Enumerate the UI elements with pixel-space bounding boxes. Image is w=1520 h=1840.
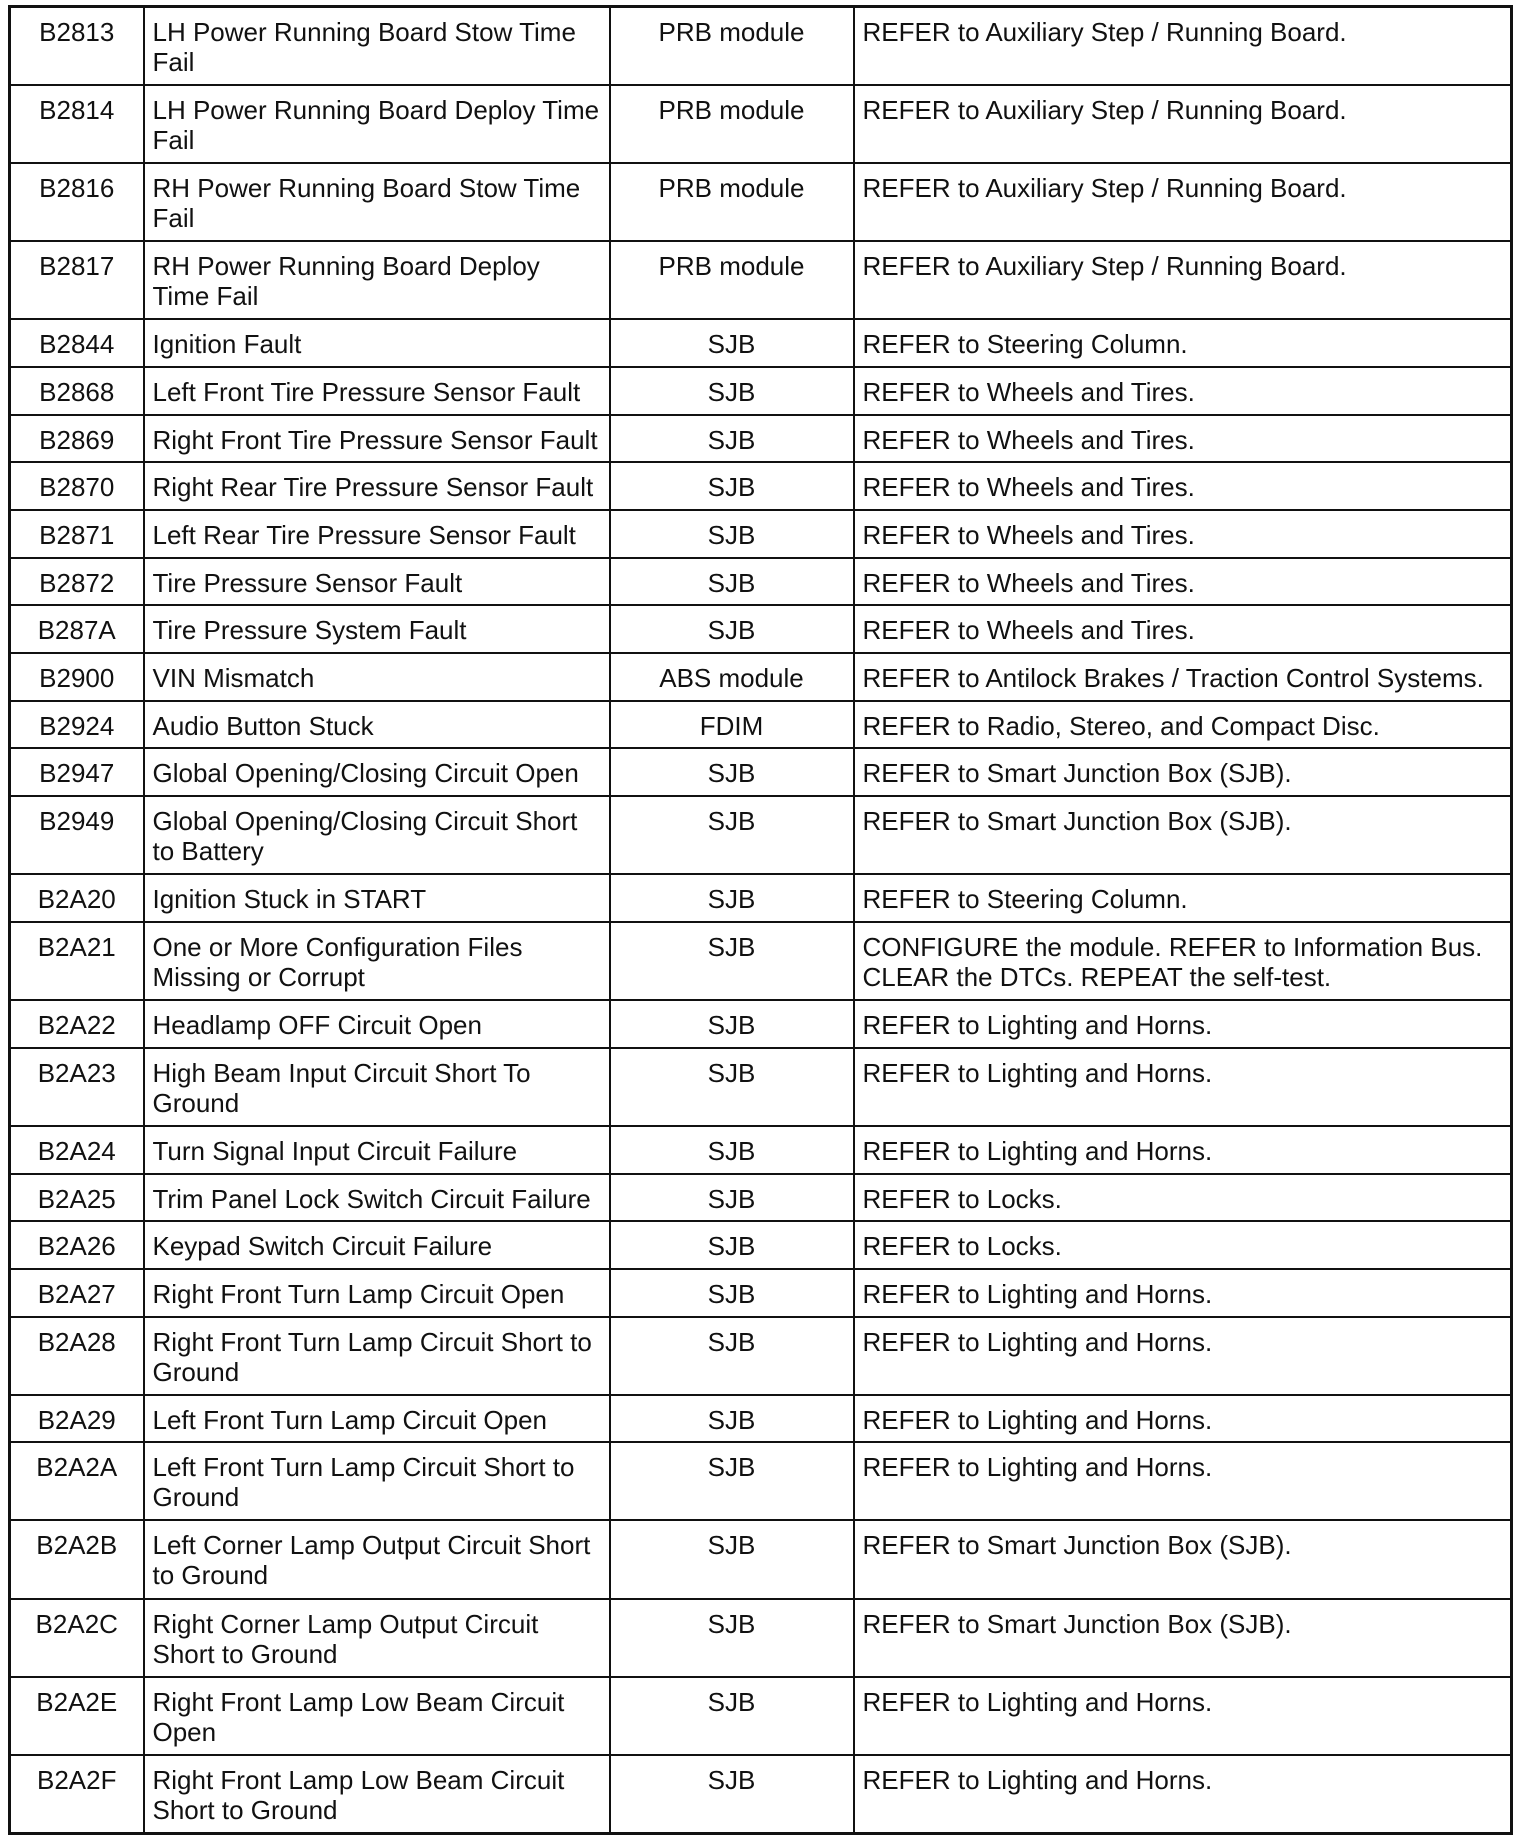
dtc-code: B2817	[10, 241, 144, 319]
table-row	[10, 874, 1512, 922]
dtc-source-module: SJB	[610, 1599, 854, 1677]
dtc-description: VIN Mismatch	[144, 653, 610, 701]
dtc-code: B2947	[10, 748, 144, 796]
dtc-action: REFER to Smart Junction Box (SJB).	[854, 1599, 1512, 1677]
dtc-table-body	[10, 7, 1512, 1834]
dtc-source-module: SJB	[610, 1000, 854, 1048]
dtc-source-module: PRB module	[610, 241, 854, 319]
dtc-description: LH Power Running Board Deploy Time Fail	[144, 85, 610, 163]
dtc-code: B2872	[10, 558, 144, 606]
dtc-code: B2868	[10, 367, 144, 415]
dtc-source-module: SJB	[610, 415, 854, 463]
dtc-description: Right Rear Tire Pressure Sensor Fault	[144, 462, 610, 510]
dtc-code: B2924	[10, 701, 144, 749]
dtc-code: B2869	[10, 415, 144, 463]
dtc-action: REFER to Wheels and Tires.	[854, 510, 1512, 558]
dtc-action: REFER to Lighting and Horns.	[854, 1442, 1512, 1520]
dtc-action: REFER to Wheels and Tires.	[854, 367, 1512, 415]
dtc-source-module: SJB	[610, 605, 854, 653]
table-row	[10, 605, 1512, 653]
table-row	[10, 1048, 1512, 1126]
dtc-code: B2A2E	[10, 1677, 144, 1755]
table-row	[10, 462, 1512, 510]
dtc-source-module: SJB	[610, 1048, 854, 1126]
table-row	[10, 1755, 1512, 1834]
dtc-description: Right Front Lamp Low Beam Circuit Short to Ground	[144, 1755, 610, 1834]
dtc-source-module: SJB	[610, 922, 854, 1000]
dtc-action: REFER to Locks.	[854, 1174, 1512, 1222]
dtc-action: REFER to Auxiliary Step / Running Board.	[854, 85, 1512, 163]
table-row	[10, 163, 1512, 241]
dtc-description: Keypad Switch Circuit Failure	[144, 1221, 610, 1269]
table-row	[10, 653, 1512, 701]
table-row	[10, 748, 1512, 796]
table-row	[10, 367, 1512, 415]
table-row	[10, 796, 1512, 874]
table-row	[10, 1221, 1512, 1269]
dtc-source-module: SJB	[610, 1442, 854, 1520]
dtc-action: REFER to Auxiliary Step / Running Board.	[854, 241, 1512, 319]
dtc-description: Global Opening/Closing Circuit Open	[144, 748, 610, 796]
dtc-source-module: SJB	[610, 1520, 854, 1598]
table-row	[10, 241, 1512, 319]
table-row	[10, 1174, 1512, 1222]
table-row	[10, 415, 1512, 463]
dtc-code: B2816	[10, 163, 144, 241]
dtc-description: Left Front Turn Lamp Circuit Open	[144, 1395, 610, 1443]
dtc-action: REFER to Smart Junction Box (SJB).	[854, 748, 1512, 796]
dtc-action: REFER to Antilock Brakes / Traction Control Systems.	[854, 653, 1512, 701]
dtc-action: REFER to Lighting and Horns.	[854, 1269, 1512, 1317]
dtc-code: B2A24	[10, 1126, 144, 1174]
table-row	[10, 7, 1512, 86]
dtc-source-module: SJB	[610, 1221, 854, 1269]
dtc-code: B2A29	[10, 1395, 144, 1443]
dtc-description: Left Rear Tire Pressure Sensor Fault	[144, 510, 610, 558]
dtc-code: B2813	[10, 7, 144, 86]
dtc-source-module: FDIM	[610, 701, 854, 749]
dtc-description: Left Front Turn Lamp Circuit Short to Ground	[144, 1442, 610, 1520]
dtc-description: Headlamp OFF Circuit Open	[144, 1000, 610, 1048]
dtc-code: B2814	[10, 85, 144, 163]
dtc-description: Right Front Turn Lamp Circuit Open	[144, 1269, 610, 1317]
dtc-source-module: SJB	[610, 796, 854, 874]
dtc-source-module: PRB module	[610, 7, 854, 86]
dtc-description: RH Power Running Board Deploy Time Fail	[144, 241, 610, 319]
table-row	[10, 1395, 1512, 1443]
dtc-code: B287A	[10, 605, 144, 653]
dtc-source-module: SJB	[610, 874, 854, 922]
dtc-action: REFER to Wheels and Tires.	[854, 605, 1512, 653]
table-row	[10, 1126, 1512, 1174]
dtc-source-module: PRB module	[610, 85, 854, 163]
dtc-source-module: SJB	[610, 319, 854, 367]
table-row	[10, 922, 1512, 1000]
table-row	[10, 1520, 1512, 1598]
dtc-source-module: SJB	[610, 558, 854, 606]
dtc-code: B2A2C	[10, 1599, 144, 1677]
dtc-description: Tire Pressure System Fault	[144, 605, 610, 653]
table-row	[10, 1599, 1512, 1677]
dtc-description: Left Front Tire Pressure Sensor Fault	[144, 367, 610, 415]
dtc-description: One or More Configuration Files Missing or Corrupt	[144, 922, 610, 1000]
dtc-description: Tire Pressure Sensor Fault	[144, 558, 610, 606]
dtc-code: B2A27	[10, 1269, 144, 1317]
dtc-code: B2A20	[10, 874, 144, 922]
dtc-source-module: SJB	[610, 1269, 854, 1317]
dtc-code: B2A28	[10, 1317, 144, 1395]
dtc-description: Right Front Turn Lamp Circuit Short to Ground	[144, 1317, 610, 1395]
dtc-action: REFER to Wheels and Tires.	[854, 415, 1512, 463]
dtc-action: REFER to Smart Junction Box (SJB).	[854, 796, 1512, 874]
dtc-action: CONFIGURE the module. REFER to Information Bus. CLEAR the DTCs. REPEAT the self-test.	[854, 922, 1512, 1000]
dtc-source-module: SJB	[610, 1126, 854, 1174]
dtc-description: Left Corner Lamp Output Circuit Short to Ground	[144, 1520, 610, 1598]
dtc-table	[8, 5, 1513, 1835]
dtc-action: REFER to Steering Column.	[854, 874, 1512, 922]
table-row	[10, 85, 1512, 163]
dtc-action: REFER to Locks.	[854, 1221, 1512, 1269]
dtc-source-module: SJB	[610, 1317, 854, 1395]
dtc-action: REFER to Wheels and Tires.	[854, 462, 1512, 510]
dtc-source-module: PRB module	[610, 163, 854, 241]
table-row	[10, 510, 1512, 558]
dtc-description: Turn Signal Input Circuit Failure	[144, 1126, 610, 1174]
dtc-action: REFER to Lighting and Horns.	[854, 1126, 1512, 1174]
dtc-action: REFER to Auxiliary Step / Running Board.	[854, 7, 1512, 86]
dtc-description: Ignition Stuck in START	[144, 874, 610, 922]
dtc-source-module: SJB	[610, 1677, 854, 1755]
dtc-description: Right Front Tire Pressure Sensor Fault	[144, 415, 610, 463]
table-row	[10, 319, 1512, 367]
dtc-description: Right Corner Lamp Output Circuit Short to Ground	[144, 1599, 610, 1677]
dtc-description: Trim Panel Lock Switch Circuit Failure	[144, 1174, 610, 1222]
dtc-action: REFER to Lighting and Horns.	[854, 1677, 1512, 1755]
table-row	[10, 1269, 1512, 1317]
dtc-source-module: SJB	[610, 1395, 854, 1443]
dtc-description: Right Front Lamp Low Beam Circuit Open	[144, 1677, 610, 1755]
table-row	[10, 1677, 1512, 1755]
table-row	[10, 1317, 1512, 1395]
dtc-description: Audio Button Stuck	[144, 701, 610, 749]
dtc-action: REFER to Lighting and Horns.	[854, 1048, 1512, 1126]
dtc-code: B2A2B	[10, 1520, 144, 1598]
dtc-description: Ignition Fault	[144, 319, 610, 367]
dtc-code: B2900	[10, 653, 144, 701]
dtc-code: B2A22	[10, 1000, 144, 1048]
dtc-code: B2844	[10, 319, 144, 367]
dtc-source-module: SJB	[610, 1174, 854, 1222]
dtc-action: REFER to Wheels and Tires.	[854, 558, 1512, 606]
dtc-description: LH Power Running Board Stow Time Fail	[144, 7, 610, 86]
dtc-code: B2A2A	[10, 1442, 144, 1520]
dtc-code: B2A26	[10, 1221, 144, 1269]
dtc-description: Global Opening/Closing Circuit Short to Battery	[144, 796, 610, 874]
dtc-action: REFER to Lighting and Horns.	[854, 1395, 1512, 1443]
dtc-action: REFER to Auxiliary Step / Running Board.	[854, 163, 1512, 241]
dtc-action: REFER to Lighting and Horns.	[854, 1000, 1512, 1048]
dtc-code: B2870	[10, 462, 144, 510]
dtc-source-module: ABS module	[610, 653, 854, 701]
dtc-code: B2871	[10, 510, 144, 558]
dtc-action: REFER to Lighting and Horns.	[854, 1755, 1512, 1834]
dtc-source-module: SJB	[610, 510, 854, 558]
table-row	[10, 1000, 1512, 1048]
dtc-code: B2A23	[10, 1048, 144, 1126]
dtc-code: B2949	[10, 796, 144, 874]
dtc-code: B2A2F	[10, 1755, 144, 1834]
table-row	[10, 701, 1512, 749]
dtc-description: RH Power Running Board Stow Time Fail	[144, 163, 610, 241]
dtc-source-module: SJB	[610, 748, 854, 796]
dtc-source-module: SJB	[610, 367, 854, 415]
dtc-action: REFER to Lighting and Horns.	[854, 1317, 1512, 1395]
dtc-code: B2A21	[10, 922, 144, 1000]
dtc-description: High Beam Input Circuit Short To Ground	[144, 1048, 610, 1126]
dtc-source-module: SJB	[610, 1755, 854, 1834]
table-row	[10, 558, 1512, 606]
dtc-code: B2A25	[10, 1174, 144, 1222]
dtc-action: REFER to Smart Junction Box (SJB).	[854, 1520, 1512, 1598]
dtc-source-module: SJB	[610, 462, 854, 510]
dtc-action: REFER to Steering Column.	[854, 319, 1512, 367]
dtc-action: REFER to Radio, Stereo, and Compact Disc.	[854, 701, 1512, 749]
table-row	[10, 1442, 1512, 1520]
